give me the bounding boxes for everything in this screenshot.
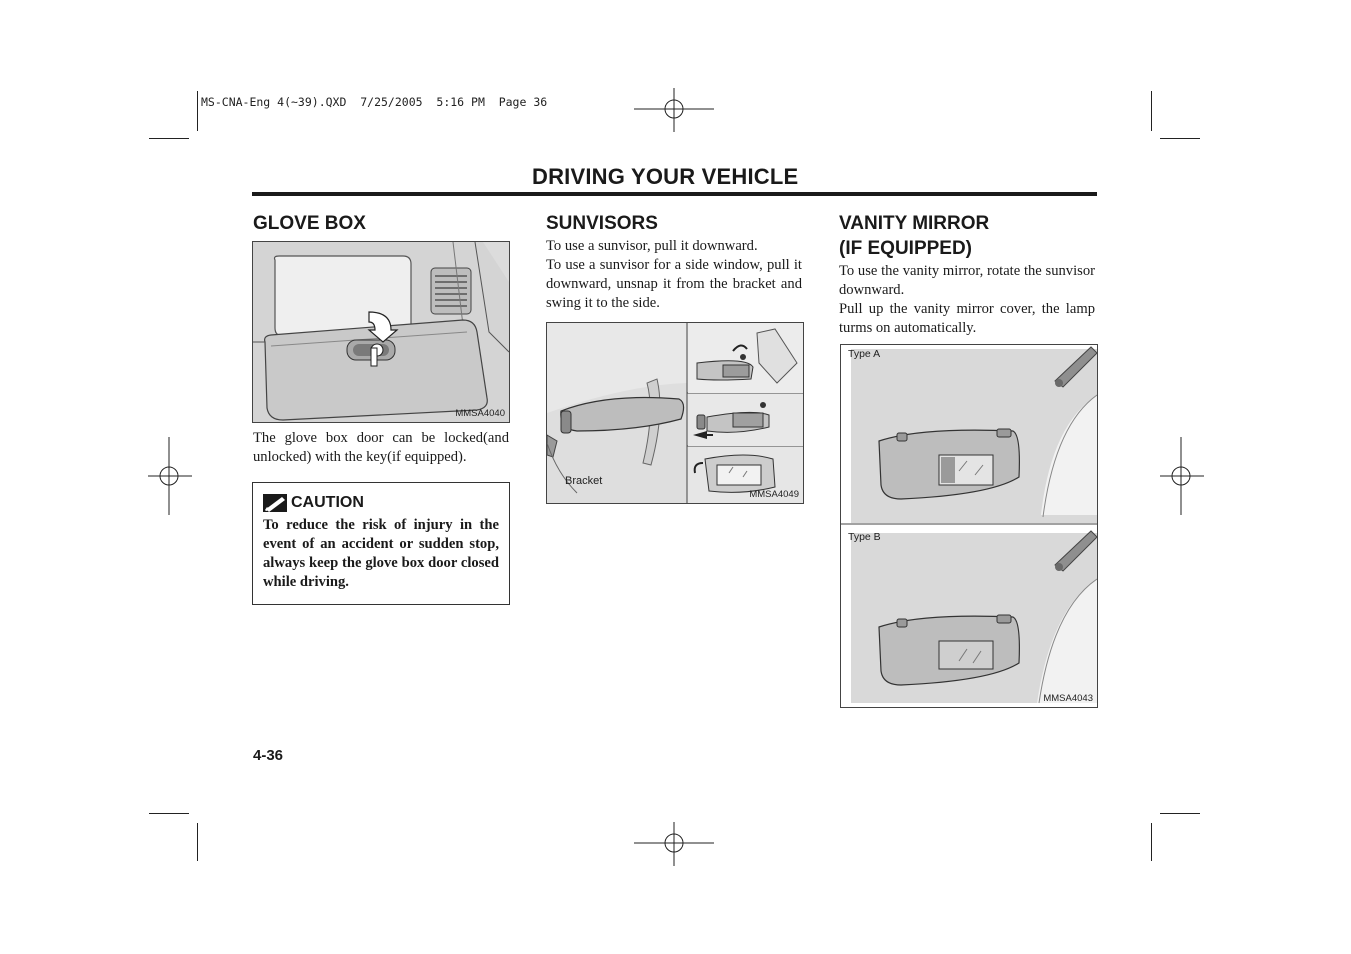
- vanity-mirror-figure: [840, 344, 1098, 708]
- caution-text: To reduce the risk of injury in the event of an accident or sudden stop, always keep the glove box door closed while driving.: [263, 517, 499, 590]
- caution-icon: [263, 494, 287, 512]
- glove-box-heading: GLOVE BOX: [253, 213, 366, 234]
- caution-box: [252, 482, 510, 605]
- print-slug: MS-CNA-Eng 4(~39).QXD 7/25/2005 5:16 PM Page 36: [201, 95, 548, 109]
- vanity-mirror-text: [839, 262, 1095, 338]
- page-number: 4-36: [253, 747, 284, 764]
- sunvisors-heading: SUNVISORS: [546, 213, 658, 234]
- sunvisors-bracket-label: Bracket: [565, 475, 603, 487]
- glove-box-figure: [252, 241, 510, 423]
- registration-mark-bottom: [634, 822, 714, 866]
- vanity-mirror-heading: [839, 211, 989, 261]
- sunvisors-text-1: To use a sunvisor, pull it downward.: [546, 238, 758, 254]
- header-rule: [252, 192, 1097, 196]
- sunvisors-figure-code: MMSA4049: [749, 489, 799, 500]
- vanity-mirror-illustration: [841, 345, 1097, 707]
- glove-box-illustration: [253, 242, 509, 422]
- registration-mark-top: [634, 88, 714, 132]
- sunvisors-figure: [546, 322, 804, 504]
- vanity-mirror-text-2: Pull up the vanity mirror cover, the lamp turms on automatically.: [839, 301, 1095, 336]
- registration-mark-left: [148, 437, 192, 515]
- glove-box-figure-code: MMSA4040: [455, 408, 505, 419]
- page-header-title: DRIVING YOUR VEHICLE: [532, 164, 799, 189]
- caution-title: CAUTION: [291, 494, 364, 511]
- vanity-mirror-text-1: To use the vanity mirror, rotate the sunvisor downward.: [839, 263, 1095, 298]
- type-a-label: Type A: [848, 348, 881, 360]
- sunvisors-text: [546, 237, 802, 313]
- registration-mark-right: [1160, 437, 1204, 515]
- sunvisors-text-2: To use a sunvisor for a side window, pull it downward, unsnap it from the bracket and swing it to the side.: [546, 257, 802, 311]
- vanity-mirror-figure-code: MMSA4043: [1043, 693, 1093, 704]
- glove-box-text: The glove box door can be locked(and unlocked) with the key(if equipped).: [253, 430, 509, 465]
- type-b-label: Type B: [848, 531, 881, 543]
- caution-header: [263, 494, 364, 512]
- vanity-mirror-heading-line-2: (IF EQUIPPED): [839, 238, 973, 259]
- vanity-mirror-heading-line-1: VANITY MIRROR: [839, 213, 990, 234]
